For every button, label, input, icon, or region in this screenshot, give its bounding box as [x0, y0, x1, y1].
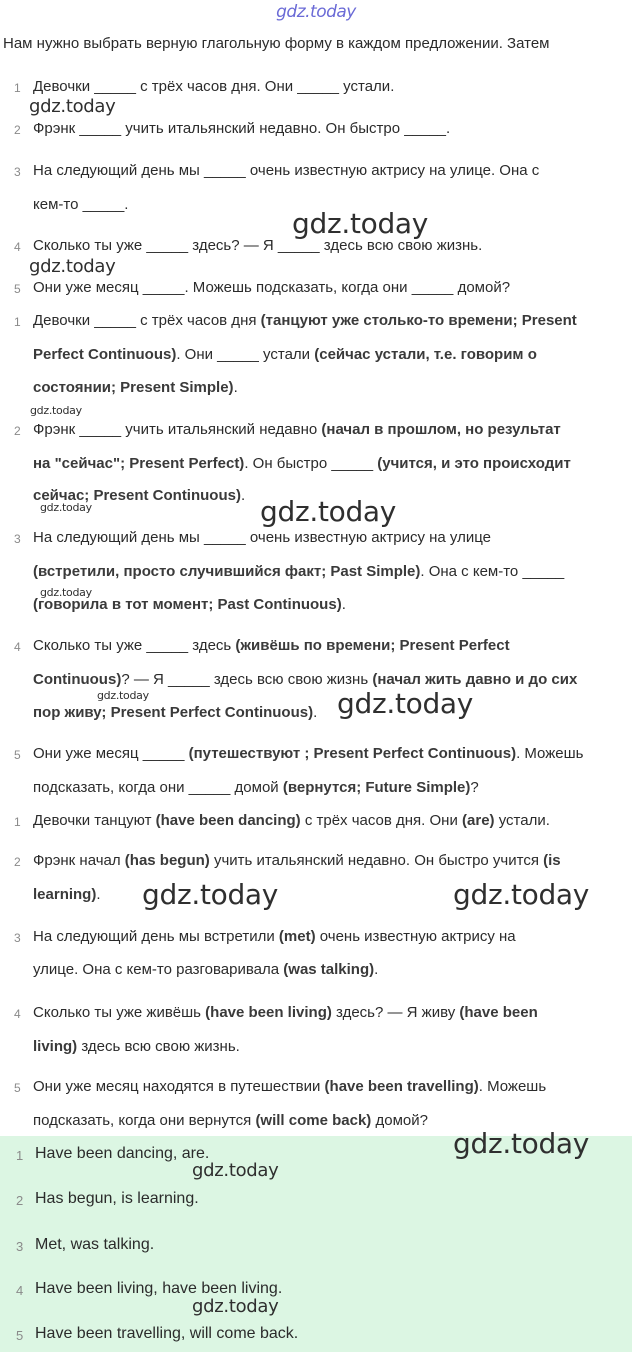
- watermark: gdz.today: [292, 207, 429, 240]
- answer-text: Have been dancing, are.: [35, 1145, 210, 1162]
- english-form: (has begun): [124, 852, 210, 869]
- task-text: Они уже месяц _____. Можешь подсказать, когда они _____ домой?: [33, 279, 511, 296]
- grammar-note: (сейчас устали, т.е. говорим о: [314, 346, 537, 363]
- translation-line: [33, 961, 378, 978]
- watermark: gdz.today: [97, 689, 149, 702]
- grammar-note: (учится, и это происходит: [377, 455, 571, 472]
- watermark: gdz.today: [29, 256, 116, 277]
- english-form: (is: [543, 852, 561, 869]
- sentence-text: ? — Я _____ здесь всю свою жизнь: [121, 671, 373, 688]
- watermark: gdz.today: [337, 687, 474, 720]
- sentence-text: На следующий день мы встретили: [33, 928, 279, 945]
- watermark: gdz.today: [40, 501, 92, 514]
- analysis-line: [33, 779, 479, 796]
- item-number: 3: [14, 165, 21, 179]
- sentence-text: Девочки танцуют: [33, 812, 156, 829]
- grammar-note: (вернутся; Future Simple): [282, 779, 471, 796]
- grammar-note: (начал в прошлом, но результат: [321, 421, 561, 438]
- intro-text: Нам нужно выбрать верную глагольную форму в каждом предложении. Затем: [3, 35, 550, 52]
- sentence-text: . Можешь: [516, 745, 584, 762]
- sentence-text: Они уже месяц _____: [33, 745, 189, 762]
- sentence-text: с трёх часов дня. Они: [300, 812, 463, 829]
- english-form: learning): [33, 886, 97, 903]
- answer-text: Met, was talking.: [35, 1236, 155, 1253]
- sentence-text: Фрэнк начал: [33, 852, 125, 869]
- item-number: 3: [14, 931, 21, 945]
- english-form: (have been dancing): [155, 812, 301, 829]
- sentence-text: Они уже месяц находятся в путешествии: [33, 1078, 325, 1095]
- translation-line: [33, 886, 101, 903]
- sentence-text: .: [313, 704, 318, 721]
- sentence-text: улице. Она с кем-то разговаривала: [33, 961, 284, 978]
- watermark: gdz.today: [29, 96, 116, 117]
- item-number: 3: [14, 532, 21, 546]
- analysis-line: [33, 637, 510, 654]
- answer-text: Have been living, have been living.: [35, 1280, 283, 1297]
- analysis-line: [33, 671, 577, 688]
- item-number: 5: [16, 1328, 24, 1343]
- sentence-text: ?: [470, 779, 479, 796]
- task-text: На следующий день мы _____ очень известную актрису на улице. Она с: [33, 162, 540, 179]
- translation-line: [33, 1038, 240, 1055]
- sentence-text: . Она с кем-то _____: [420, 563, 565, 580]
- analysis-line: [33, 455, 571, 472]
- translation-line: [33, 812, 550, 829]
- english-form: (are): [462, 812, 495, 829]
- analysis-line: [33, 563, 564, 580]
- watermark: gdz.today: [40, 586, 92, 599]
- translation-line: [33, 1112, 428, 1129]
- grammar-note: пор живу; Present Perfect Continuous): [33, 704, 314, 721]
- sentence-text: . Он быстро _____: [244, 455, 378, 472]
- analysis-line: [33, 704, 317, 721]
- watermark: gdz.today: [30, 404, 82, 417]
- english-form: (have been travelling): [324, 1078, 479, 1095]
- watermark: gdz.today: [453, 878, 590, 911]
- sentence-text: здесь? — Я живу: [331, 1004, 460, 1021]
- task-text: Сколько ты уже _____ здесь? — Я _____ здесь всю свою жизнь.: [33, 237, 483, 254]
- answer-text: Have been travelling, will come back.: [35, 1325, 299, 1342]
- sentence-text: .: [233, 379, 238, 396]
- watermark: gdz.today: [142, 878, 279, 911]
- sentence-text: . Можешь: [478, 1078, 547, 1095]
- sentence-text: На следующий день мы _____ очень известную актрису на улице: [33, 529, 491, 546]
- task-text: Девочки _____ с трёх часов дня. Они _____ устали.: [33, 78, 395, 95]
- item-number: 5: [14, 282, 21, 296]
- translation-line: [33, 1078, 546, 1095]
- watermark: gdz.today: [192, 1296, 279, 1317]
- item-number: 2: [16, 1193, 24, 1208]
- sentence-text: Сколько ты уже живёшь: [33, 1004, 206, 1021]
- analysis-line: [33, 312, 577, 329]
- sentence-text: устали.: [494, 812, 550, 829]
- grammar-note: (говорила в тот момент; Past Continuous): [33, 596, 342, 613]
- item-number: 1: [14, 315, 21, 329]
- item-number: 2: [14, 123, 21, 137]
- english-form: (will come back): [255, 1112, 372, 1129]
- grammar-note: состоянии; Present Simple): [33, 379, 234, 396]
- item-number: 2: [14, 424, 21, 438]
- watermark: gdz.today: [453, 1127, 590, 1160]
- sentence-text: подсказать, когда они _____ домой: [33, 779, 283, 796]
- sentence-text: .: [374, 961, 379, 978]
- analysis-line: [33, 379, 238, 396]
- analysis-line: [33, 421, 561, 438]
- english-form: living): [33, 1038, 78, 1055]
- task-text: Фрэнк _____ учить итальянский недавно. Он быстро _____.: [33, 120, 451, 137]
- grammar-note: (живёшь по времени; Present Perfect: [235, 637, 510, 654]
- item-number: 5: [14, 748, 21, 762]
- translation-line: [33, 928, 516, 945]
- item-number: 1: [16, 1148, 24, 1163]
- item-number: 1: [14, 81, 21, 95]
- grammar-note: (путешествуют ; Present Perfect Continuous): [188, 745, 517, 762]
- item-number: 4: [14, 240, 21, 254]
- item-number: 5: [14, 1081, 21, 1095]
- item-number: 4: [14, 640, 21, 654]
- sentence-text: Сколько ты уже _____ здесь: [33, 637, 236, 654]
- grammar-note: (встретили, просто случившийся факт; Past Simple): [33, 563, 421, 580]
- sentence-text: Девочки _____ с трёх часов дня: [33, 312, 261, 329]
- sentence-text: подсказать, когда они вернутся: [33, 1112, 256, 1129]
- sentence-text: . Они _____ устали: [176, 346, 315, 363]
- item-number: 4: [16, 1283, 24, 1298]
- grammar-note: на "сейчас"; Present Perfect): [33, 455, 245, 472]
- english-form: (have been: [459, 1004, 538, 1021]
- english-form: (have been living): [205, 1004, 332, 1021]
- sentence-text: учить итальянский недавно. Он быстро учится: [209, 852, 544, 869]
- header-watermark: gdz.today: [276, 2, 356, 22]
- sentence-text: .: [96, 886, 101, 903]
- analysis-line: [33, 745, 583, 762]
- item-number: 4: [14, 1007, 21, 1021]
- grammar-note: (танцуют уже столько-то времени; Present: [260, 312, 577, 329]
- sentence-text: .: [341, 596, 346, 613]
- analysis-line: [33, 346, 537, 363]
- watermark: gdz.today: [260, 495, 397, 528]
- watermark: gdz.today: [192, 1160, 279, 1181]
- translation-line: [33, 852, 561, 869]
- grammar-note: Perfect Continuous): [33, 346, 177, 363]
- sentence-text: Фрэнк _____ учить итальянский недавно: [33, 421, 322, 438]
- analysis-line: [33, 529, 491, 546]
- item-number: 1: [14, 815, 21, 829]
- sentence-text: домой?: [371, 1112, 428, 1129]
- sentence-text: очень известную актрису на: [315, 928, 516, 945]
- answer-text: Has begun, is learning.: [35, 1190, 199, 1207]
- item-number: 2: [14, 855, 21, 869]
- english-form: (was talking): [283, 961, 375, 978]
- grammar-note: сейчас; Present Continuous): [33, 487, 241, 504]
- english-form: (met): [278, 928, 316, 945]
- translation-line: [33, 1004, 538, 1021]
- item-number: 3: [16, 1239, 24, 1254]
- grammar-note: Continuous): [33, 671, 122, 688]
- sentence-text: здесь всю свою жизнь.: [77, 1038, 240, 1055]
- task-text-cont: кем-то _____.: [33, 196, 129, 213]
- grammar-note: (начал жить давно и до сих: [372, 671, 578, 688]
- sentence-text: .: [240, 487, 246, 504]
